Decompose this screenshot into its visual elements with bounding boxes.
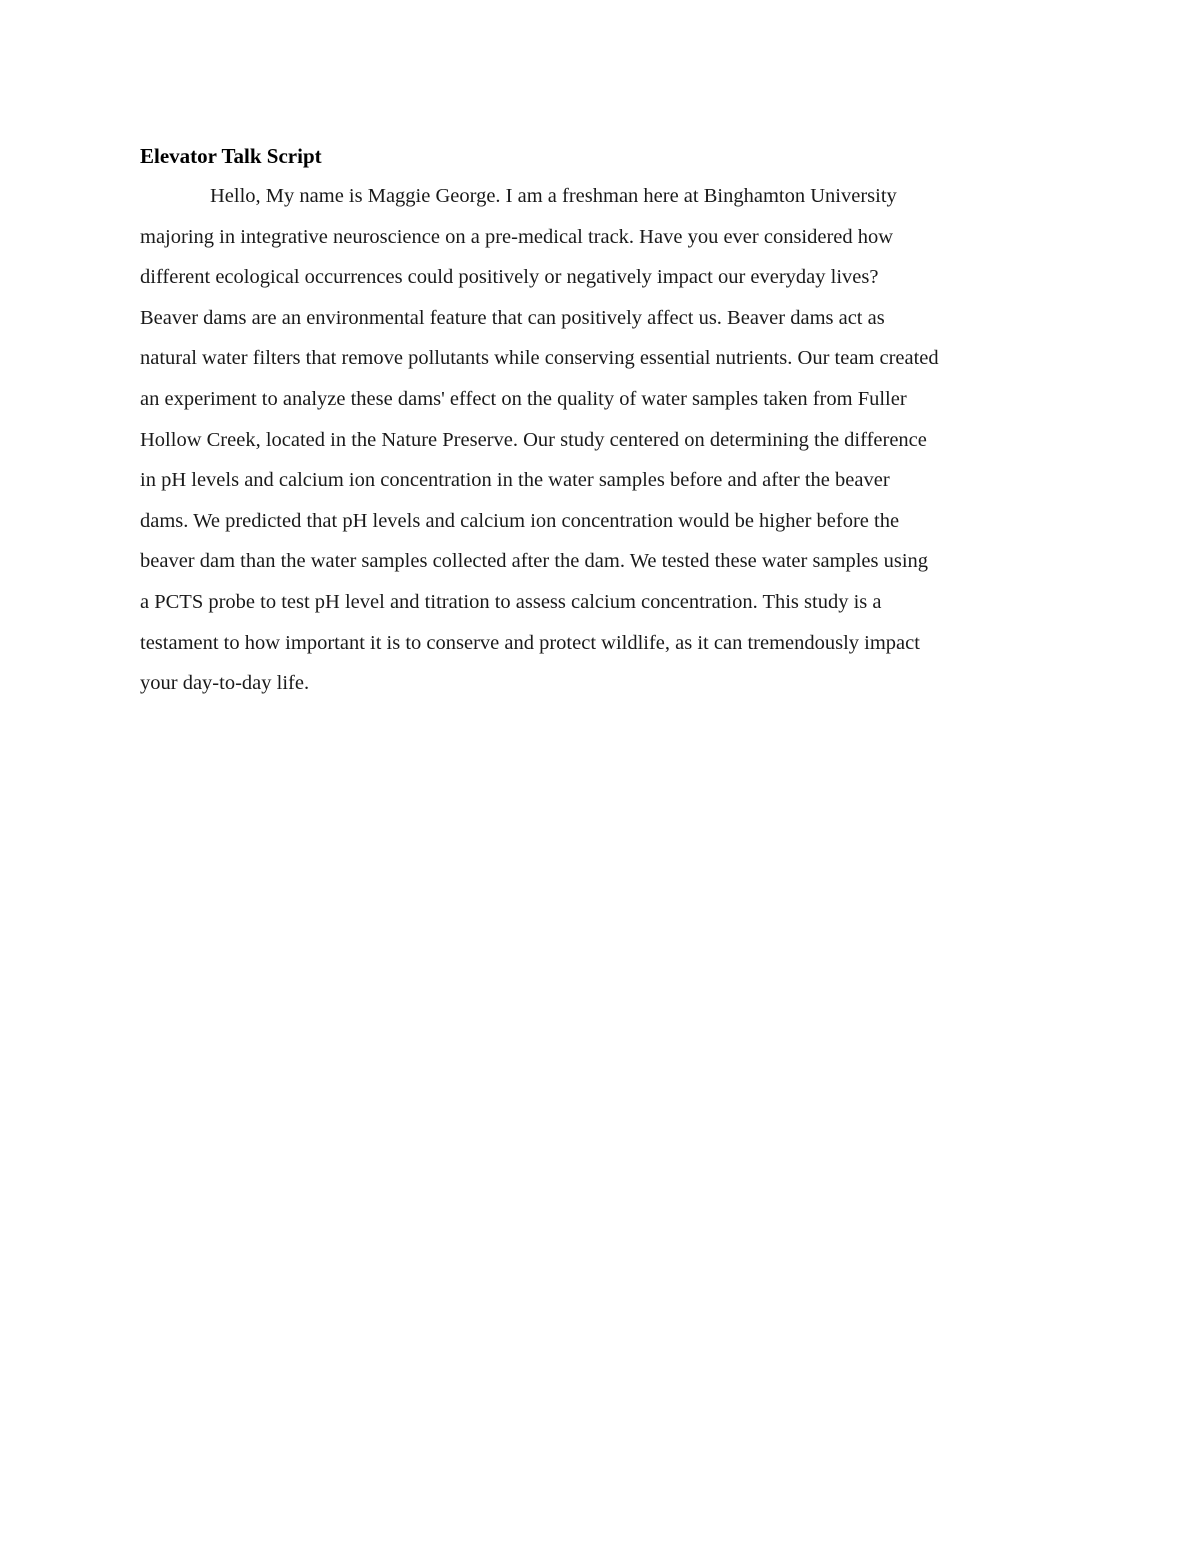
body-line: in pH levels and calcium ion concentration in the water samples before and after the beaver xyxy=(140,469,890,492)
body-line: Hollow Creek, located in the Nature Preserve. Our study centered on determining the difference xyxy=(140,428,927,451)
body-line: dams. We predicted that pH levels and calcium ion concentration would be higher before the xyxy=(140,509,900,532)
body-line: testament to how important it is to conserve and protect wildlife, as it can tremendously impact xyxy=(140,631,920,654)
body-line: majoring in integrative neuroscience on a pre-medical track. Have you ever considered how xyxy=(140,225,894,248)
body-line: natural water filters that remove pollutants while conserving essential nutrients. Our team created xyxy=(140,347,939,370)
body-line: an experiment to analyze these dams' effect on the quality of water samples taken from Fuller xyxy=(140,387,907,410)
body-line: beaver dam than the water samples collected after the dam. We tested these water samples using xyxy=(140,550,929,573)
document-title: Elevator Talk Script xyxy=(140,144,322,168)
body-line: Hello, My name is Maggie George. I am a freshman here at Binghamton University xyxy=(210,185,897,207)
body-line: Beaver dams are an environmental feature that can positively affect us. Beaver dams act as xyxy=(140,306,885,329)
body-line: a PCTS probe to test pH level and titration to assess calcium concentration. This study is a xyxy=(140,590,882,613)
document-body xyxy=(140,176,1065,704)
body-line: different ecological occurrences could positively or negatively impact our everyday lives? xyxy=(140,266,879,289)
body-line: your day-to-day life. xyxy=(140,672,310,695)
